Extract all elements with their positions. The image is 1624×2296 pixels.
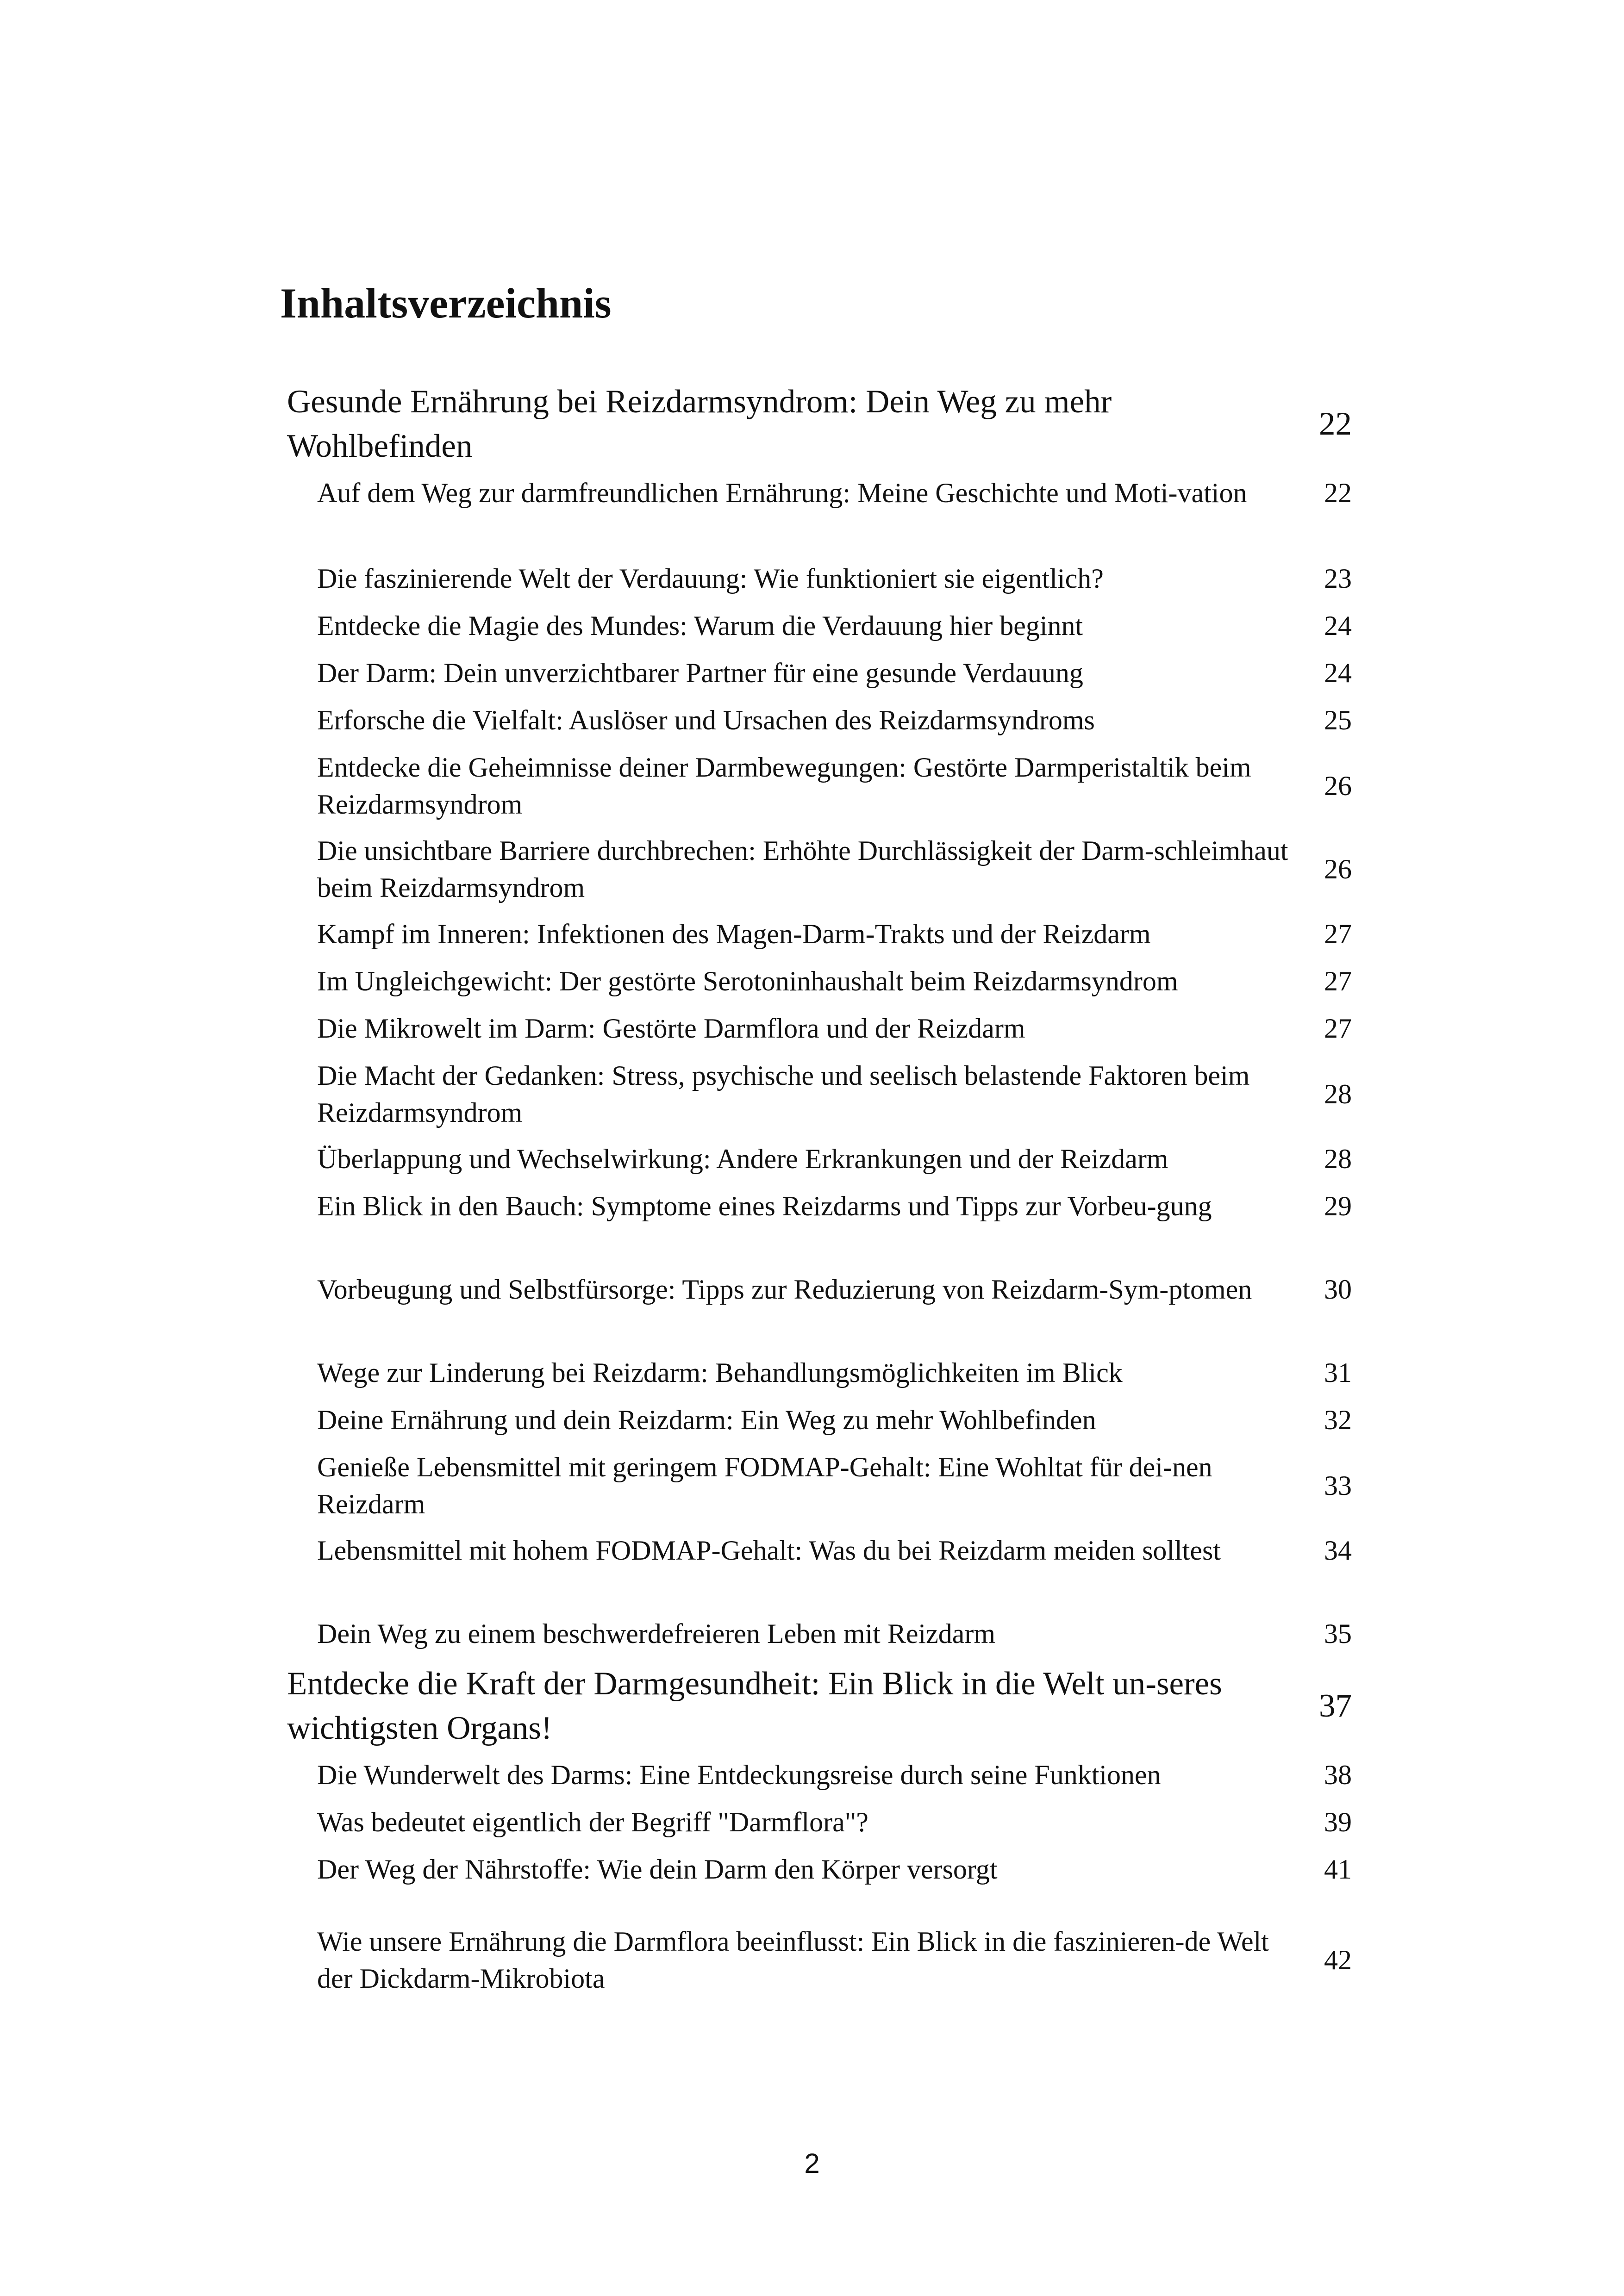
- toc-entry-title: Was bedeutet eigentlich der Begriff "Darmflora"?: [317, 1807, 868, 1837]
- toc-entry-page: 33: [1324, 1470, 1352, 1501]
- toc-entry[interactable]: [317, 607, 1352, 644]
- toc-entry[interactable]: [317, 1851, 1352, 1888]
- toc-entry-page: 28: [1324, 1078, 1352, 1109]
- toc-entry[interactable]: [317, 560, 1352, 597]
- toc-entry-title: Überlappung und Wechselwirkung: Andere Erkrankungen und der Reizdarm: [317, 1144, 1168, 1174]
- toc-entry-title: Genieße Lebensmittel mit geringem FODMAP-Gehalt: Eine Wohltat für dei-nen Reizdarm: [317, 1452, 1212, 1519]
- toc-entry-title: Entdecke die Magie des Mundes: Warum die Verdauung hier beginnt: [317, 610, 1083, 641]
- toc-entry[interactable]: [317, 1923, 1352, 1997]
- toc-entry-page: 29: [1324, 1190, 1352, 1221]
- toc-entry[interactable]: [317, 749, 1352, 823]
- toc-entry[interactable]: [317, 1756, 1352, 1793]
- toc-entry-page: 28: [1324, 1143, 1352, 1174]
- toc-entry[interactable]: [317, 1804, 1352, 1841]
- toc-entry-title: Die Mikrowelt im Darm: Gestörte Darmflora und der Reizdarm: [317, 1013, 1025, 1044]
- toc-entry-page: 23: [1324, 563, 1352, 594]
- toc-entry-title: Dein Weg zu einem beschwerdefreieren Leben mit Reizdarm: [317, 1618, 996, 1649]
- toc-entry-title: Kampf im Inneren: Infektionen des Magen-Darm-Trakts und der Reizdarm: [317, 919, 1151, 949]
- toc-entry[interactable]: [317, 1532, 1352, 1569]
- toc-entry[interactable]: [317, 1057, 1352, 1131]
- toc-entry-title: Die faszinierende Welt der Verdauung: Wie funktioniert sie eigentlich?: [317, 563, 1104, 594]
- toc-entry-title: Wege zur Linderung bei Reizdarm: Behandlungsmöglichkeiten im Blick: [317, 1357, 1123, 1388]
- toc-entry-page: 27: [1324, 965, 1352, 996]
- toc-entry-title: Die Macht der Gedanken: Stress, psychische und seelisch belastende Faktoren beim Reizdarmsyndrom: [317, 1060, 1250, 1128]
- toc-entry[interactable]: [287, 380, 1352, 468]
- toc-entry[interactable]: [317, 654, 1352, 691]
- toc-entry[interactable]: [317, 474, 1352, 511]
- toc-entry-title: Die unsichtbare Barriere durchbrechen: Erhöhte Durchlässigkeit der Darm-schleimhaut beim Reizdarmsyndrom: [317, 835, 1288, 903]
- toc-entry-page: 26: [1324, 770, 1352, 801]
- toc-entry[interactable]: [317, 702, 1352, 739]
- toc-entry-title: Im Ungleichgewicht: Der gestörte Serotoninhaushalt beim Reizdarmsyndrom: [317, 966, 1178, 996]
- toc-entry-page: 32: [1324, 1404, 1352, 1435]
- toc-entry-page: 34: [1324, 1535, 1352, 1566]
- toc-entry-title: Vorbeugung und Selbstfürsorge: Tipps zur Reduzierung von Reizdarm-Sym-ptomen: [317, 1274, 1252, 1305]
- toc-entry[interactable]: [317, 963, 1352, 1000]
- toc-entry-page: 22: [1319, 405, 1352, 442]
- toc-entry-page: 39: [1324, 1806, 1352, 1837]
- toc-entry-page: 30: [1324, 1274, 1352, 1305]
- toc-entry[interactable]: [317, 1188, 1352, 1225]
- toc-entry-title: Ein Blick in den Bauch: Symptome eines Reizdarms und Tipps zur Vorbeu-gung: [317, 1191, 1212, 1221]
- toc-entry-title: Lebensmittel mit hohem FODMAP-Gehalt: Was du bei Reizdarm meiden solltest: [317, 1535, 1221, 1566]
- toc-entry-title: Der Darm: Dein unverzichtbarer Partner für eine gesunde Verdauung: [317, 658, 1083, 688]
- toc-entry-page: 38: [1324, 1759, 1352, 1790]
- toc-entry[interactable]: [317, 915, 1352, 952]
- toc-entry[interactable]: [317, 1615, 1352, 1652]
- page-title: Inhaltsverzeichnis: [280, 280, 612, 327]
- toc-entry-page: 24: [1324, 657, 1352, 688]
- toc-entry-page: 42: [1324, 1944, 1352, 1975]
- toc-entry-page: 41: [1324, 1854, 1352, 1885]
- page-number: 2: [804, 2148, 820, 2179]
- toc-entry-page: 25: [1324, 704, 1352, 735]
- toc-entry-title: Erforsche die Vielfalt: Auslöser und Ursachen des Reizdarmsyndroms: [317, 705, 1095, 735]
- toc-entry-page: 24: [1324, 610, 1352, 641]
- toc-entry-title: Auf dem Weg zur darmfreundlichen Ernährung: Meine Geschichte und Moti-vation: [317, 478, 1247, 508]
- toc-entry-page: 22: [1324, 477, 1352, 508]
- toc-entry[interactable]: [287, 1661, 1352, 1750]
- toc-entry[interactable]: [317, 1010, 1352, 1047]
- toc-entry[interactable]: [317, 1449, 1352, 1523]
- toc-entry[interactable]: [317, 1140, 1352, 1177]
- toc-entry-page: 26: [1324, 853, 1352, 884]
- toc-entry[interactable]: [317, 832, 1352, 906]
- toc-entry-page: 31: [1324, 1357, 1352, 1388]
- toc-entry-title: Entdecke die Geheimnisse deiner Darmbewegungen: Gestörte Darmperistaltik beim Reizdarmsyndrom: [317, 752, 1251, 820]
- toc-entry[interactable]: [317, 1401, 1352, 1438]
- toc-entry-title: Wie unsere Ernährung die Darmflora beeinflusst: Ein Blick in die faszinieren-de Welt der Dickdarm-Mikrobiota: [317, 1926, 1269, 1994]
- toc-entry-title: Entdecke die Kraft der Darmgesundheit: Ein Blick in die Welt un-seres wichtigsten Organs!: [287, 1666, 1222, 1746]
- toc-entry-title: Der Weg der Nährstoffe: Wie dein Darm den Körper versorgt: [317, 1854, 998, 1885]
- toc-entry-title: Deine Ernährung und dein Reizdarm: Ein Weg zu mehr Wohlbefinden: [317, 1405, 1096, 1435]
- toc-entry-page: 37: [1319, 1687, 1352, 1724]
- toc-entry-page: 35: [1324, 1618, 1352, 1649]
- toc-entry-title: Gesunde Ernährung bei Reizdarmsyndrom: Dein Weg zu mehr Wohlbefinden: [287, 384, 1112, 464]
- toc-entry[interactable]: [317, 1271, 1352, 1308]
- toc-entry-page: 27: [1324, 1013, 1352, 1044]
- toc-entry-page: 27: [1324, 918, 1352, 949]
- toc-entry-title: Die Wunderwelt des Darms: Eine Entdeckungsreise durch seine Funktionen: [317, 1760, 1161, 1790]
- toc-entry[interactable]: [317, 1354, 1352, 1391]
